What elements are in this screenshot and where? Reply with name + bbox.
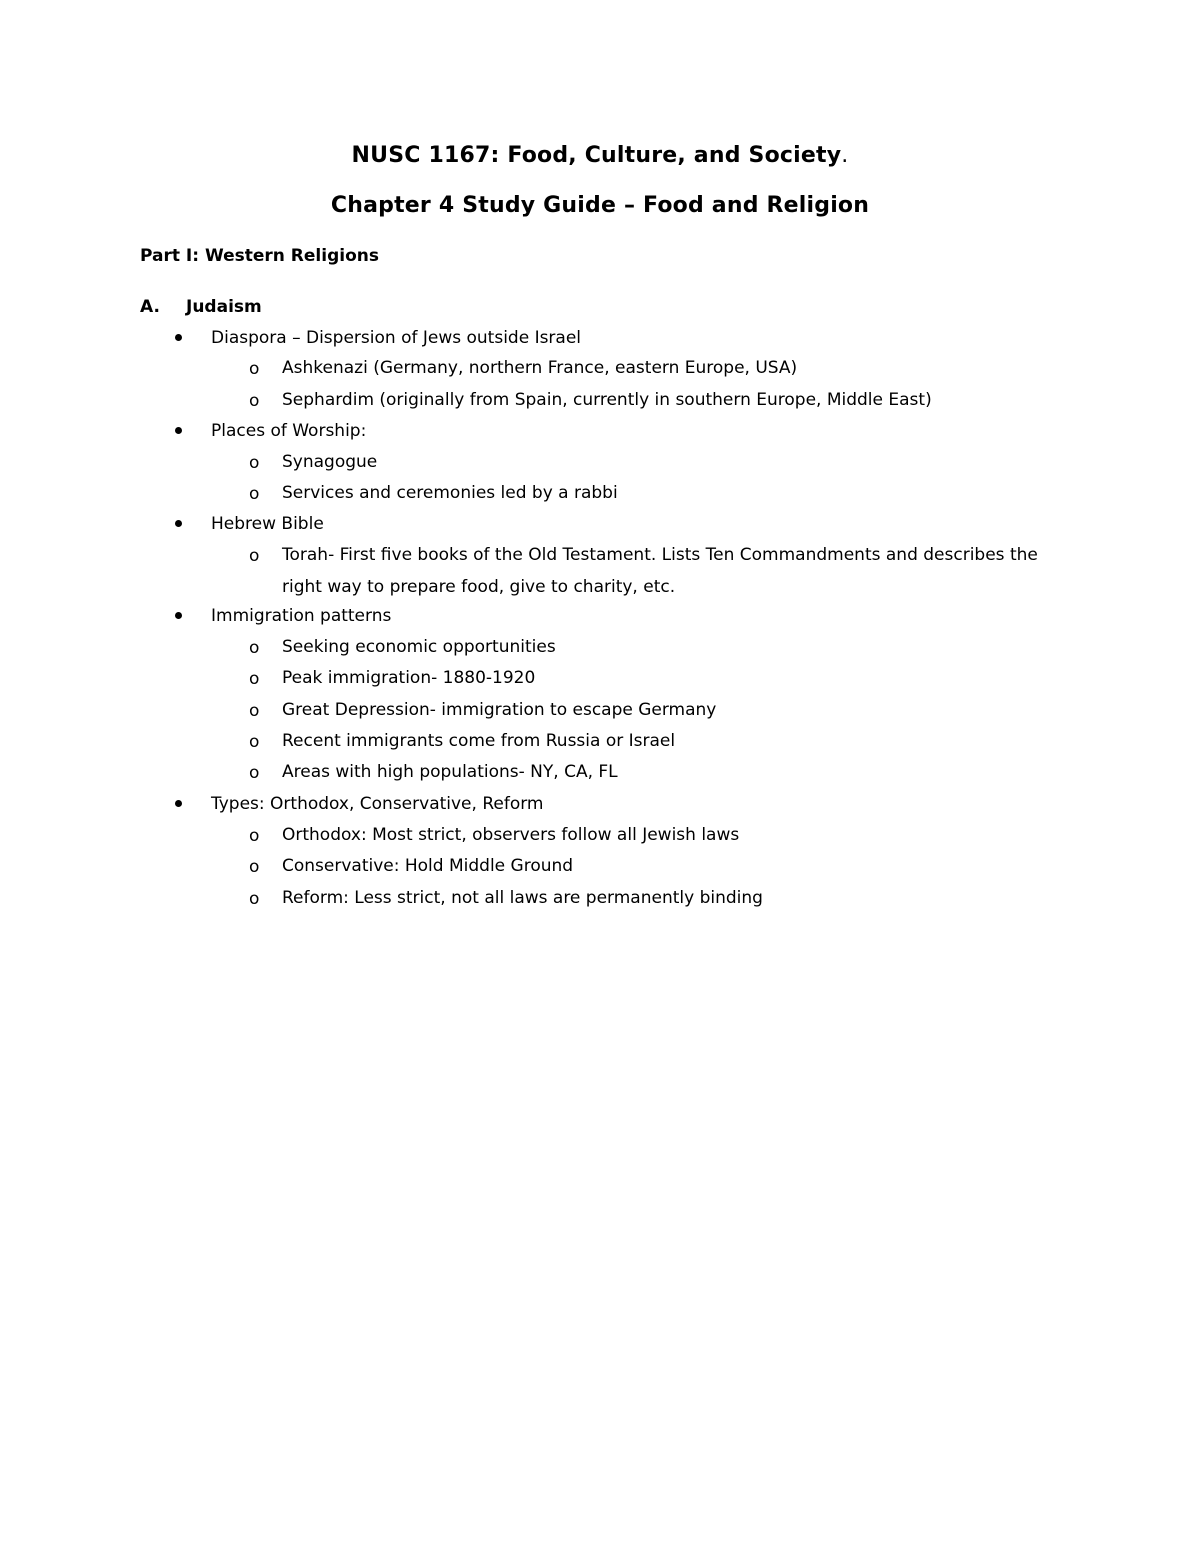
course-title-period: . (841, 143, 849, 168)
part-heading: Part I: Western Religions (140, 246, 379, 266)
bullet-icon (172, 326, 186, 350)
section-heading (140, 297, 262, 317)
sub-bullet-marker: o (249, 826, 260, 846)
sub-list-item: Peak immigration- 1880-1920 (282, 668, 536, 688)
sub-bullet-marker: o (249, 732, 260, 752)
sub-bullet-marker: o (249, 391, 260, 411)
list-item: Types: Orthodox, Conservative, Reform (211, 794, 544, 814)
bullet-icon (172, 604, 186, 628)
list-item: Immigration patterns (211, 606, 392, 626)
sub-list-item: Synagogue (282, 452, 378, 472)
sub-bullet-marker: o (249, 453, 260, 473)
sub-list-item: Seeking economic opportunities (282, 637, 556, 657)
section-title: Judaism (186, 297, 262, 317)
section-letter: A. (140, 297, 160, 317)
list-item: Places of Worship: (211, 421, 367, 441)
sub-bullet-marker: o (249, 669, 260, 689)
sub-bullet-marker: o (249, 763, 260, 783)
sub-bullet-marker: o (249, 359, 260, 379)
course-title (0, 143, 1200, 168)
list-item: Hebrew Bible (211, 514, 324, 534)
sub-list-item: Torah- First five books of the Old Testament. Lists Ten Commandments and describes the (282, 545, 1038, 565)
list-item: Diaspora – Dispersion of Jews outside Israel (211, 328, 582, 348)
chapter-title: Chapter 4 Study Guide – Food and Religion (330, 193, 870, 218)
sub-list-item: Ashkenazi (Germany, northern France, eastern Europe, USA) (282, 358, 798, 378)
sub-bullet-marker: o (249, 638, 260, 658)
bullet-icon (172, 419, 186, 443)
bullet-icon (172, 792, 186, 816)
sub-list-item: Reform: Less strict, not all laws are permanently binding (282, 888, 763, 908)
sub-bullet-marker: o (249, 701, 260, 721)
sub-list-item-continuation: right way to prepare food, give to charity, etc. (282, 577, 676, 597)
sub-list-item: Conservative: Hold Middle Ground (282, 856, 574, 876)
sub-list-item: Great Depression- immigration to escape Germany (282, 700, 717, 720)
sub-bullet-marker: o (249, 857, 260, 877)
sub-bullet-marker: o (249, 484, 260, 504)
sub-list-item: Sephardim (originally from Spain, currently in southern Europe, Middle East) (282, 390, 932, 410)
bullet-icon (172, 512, 186, 536)
sub-list-item: Recent immigrants come from Russia or Israel (282, 731, 676, 751)
sub-bullet-marker: o (249, 546, 260, 566)
sub-list-item: Services and ceremonies led by a rabbi (282, 483, 618, 503)
sub-list-item: Orthodox: Most strict, observers follow all Jewish laws (282, 825, 740, 845)
sub-bullet-marker: o (249, 889, 260, 909)
course-title-text: NUSC 1167: Food, Culture, and Society (351, 143, 842, 168)
sub-list-item: Areas with high populations- NY, CA, FL (282, 762, 618, 782)
